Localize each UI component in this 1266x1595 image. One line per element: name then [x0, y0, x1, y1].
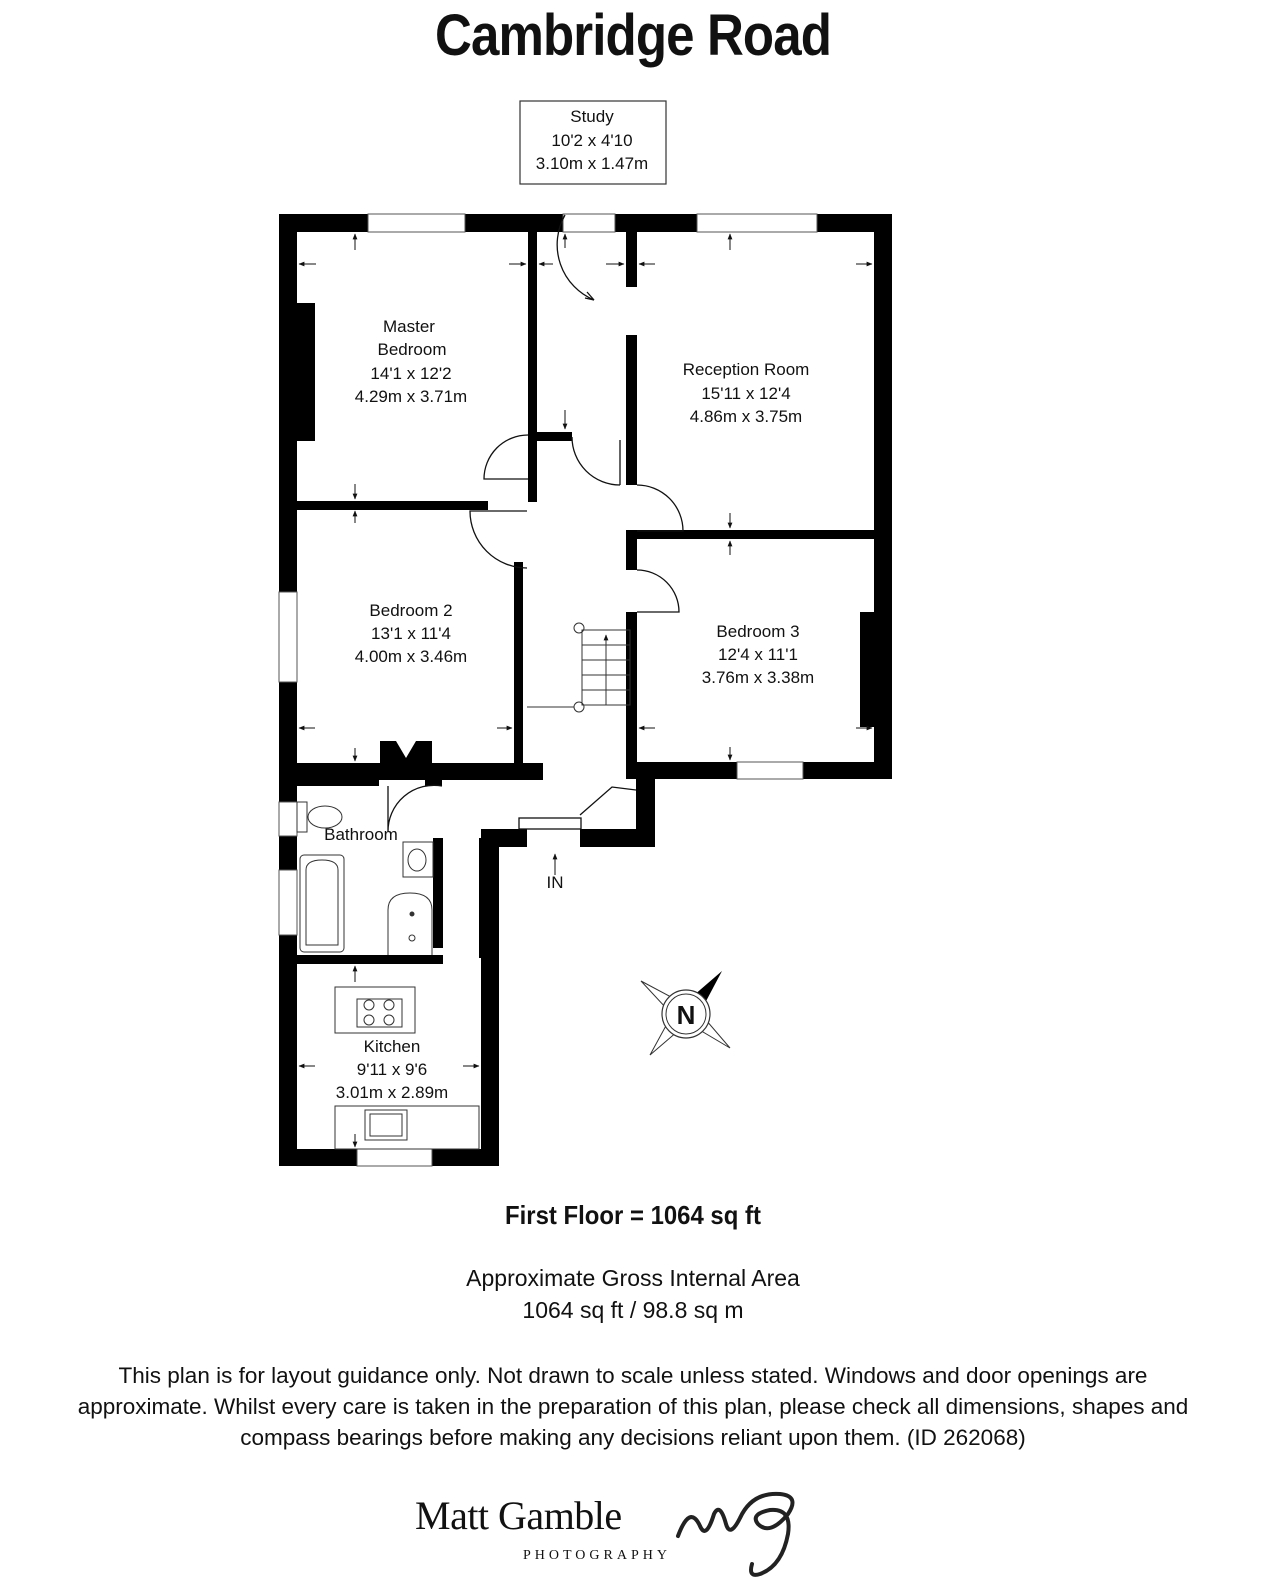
kitchen-metric: 3.01m x 2.89m: [335, 1083, 449, 1102]
plan-title: Cambridge Road: [434, 3, 832, 68]
master-imperial: 14'1 x 12'2: [370, 364, 452, 383]
monogram-logo: [670, 1474, 820, 1584]
kitchen-imperial: 9'11 x 9'6: [356, 1060, 428, 1079]
brand-name: Matt Gamble: [415, 1493, 622, 1538]
entrance-label: IN: [546, 873, 564, 892]
master-name-1: Master: [383, 317, 435, 336]
gia-line-2: 1064 sq ft / 98.8 sq m: [522, 1297, 744, 1323]
bedroom2-imperial: 13'1 x 11'4: [371, 624, 451, 643]
gross-internal-area: [0, 1262, 1266, 1326]
bedroom2-metric: 4.00m x 3.46m: [354, 647, 468, 666]
master-metric: 4.29m x 3.71m: [354, 387, 468, 406]
reception-metric: 4.86m x 3.75m: [689, 407, 803, 426]
brand-subtitle: PHOTOGRAPHY: [523, 1548, 671, 1563]
study-imperial: 10'2 x 4'10: [551, 131, 633, 150]
study-name: Study: [570, 107, 614, 126]
room-labels: [324, 107, 814, 1102]
bathroom-name: Bathroom: [324, 825, 398, 844]
bedroom3-name: Bedroom 3: [716, 622, 800, 641]
gia-line-1: Approximate Gross Internal Area: [466, 1265, 800, 1291]
reception-name: Reception Room: [682, 360, 810, 379]
master-name-2: Bedroom: [377, 340, 447, 359]
stairs: [527, 623, 630, 712]
study-metric: 3.10m x 1.47m: [535, 154, 649, 173]
floor-area-heading: First Floor = 1064 sq ft: [505, 1200, 761, 1230]
bedroom2-name: Bedroom 2: [369, 601, 453, 620]
bedroom3-metric: 3.76m x 3.38m: [701, 668, 815, 687]
compass-north-label: N: [676, 1000, 696, 1030]
brand-logo: [415, 1480, 835, 1580]
windows: [279, 214, 817, 1166]
kitchen-name: Kitchen: [363, 1037, 421, 1056]
disclaimer: This plan is for layout guidance only. Not drawn to scale unless stated. Windows and door openings are approximate. Whilst every care is taken in the preparation of this plan, please check all dimensions, shapes and compass bearings before making any decisions reliant upon them. (ID 262068): [77, 1363, 1189, 1450]
reception-imperial: 15'11 x 12'4: [701, 384, 791, 403]
bedroom3-imperial: 12'4 x 11'1: [718, 645, 798, 664]
